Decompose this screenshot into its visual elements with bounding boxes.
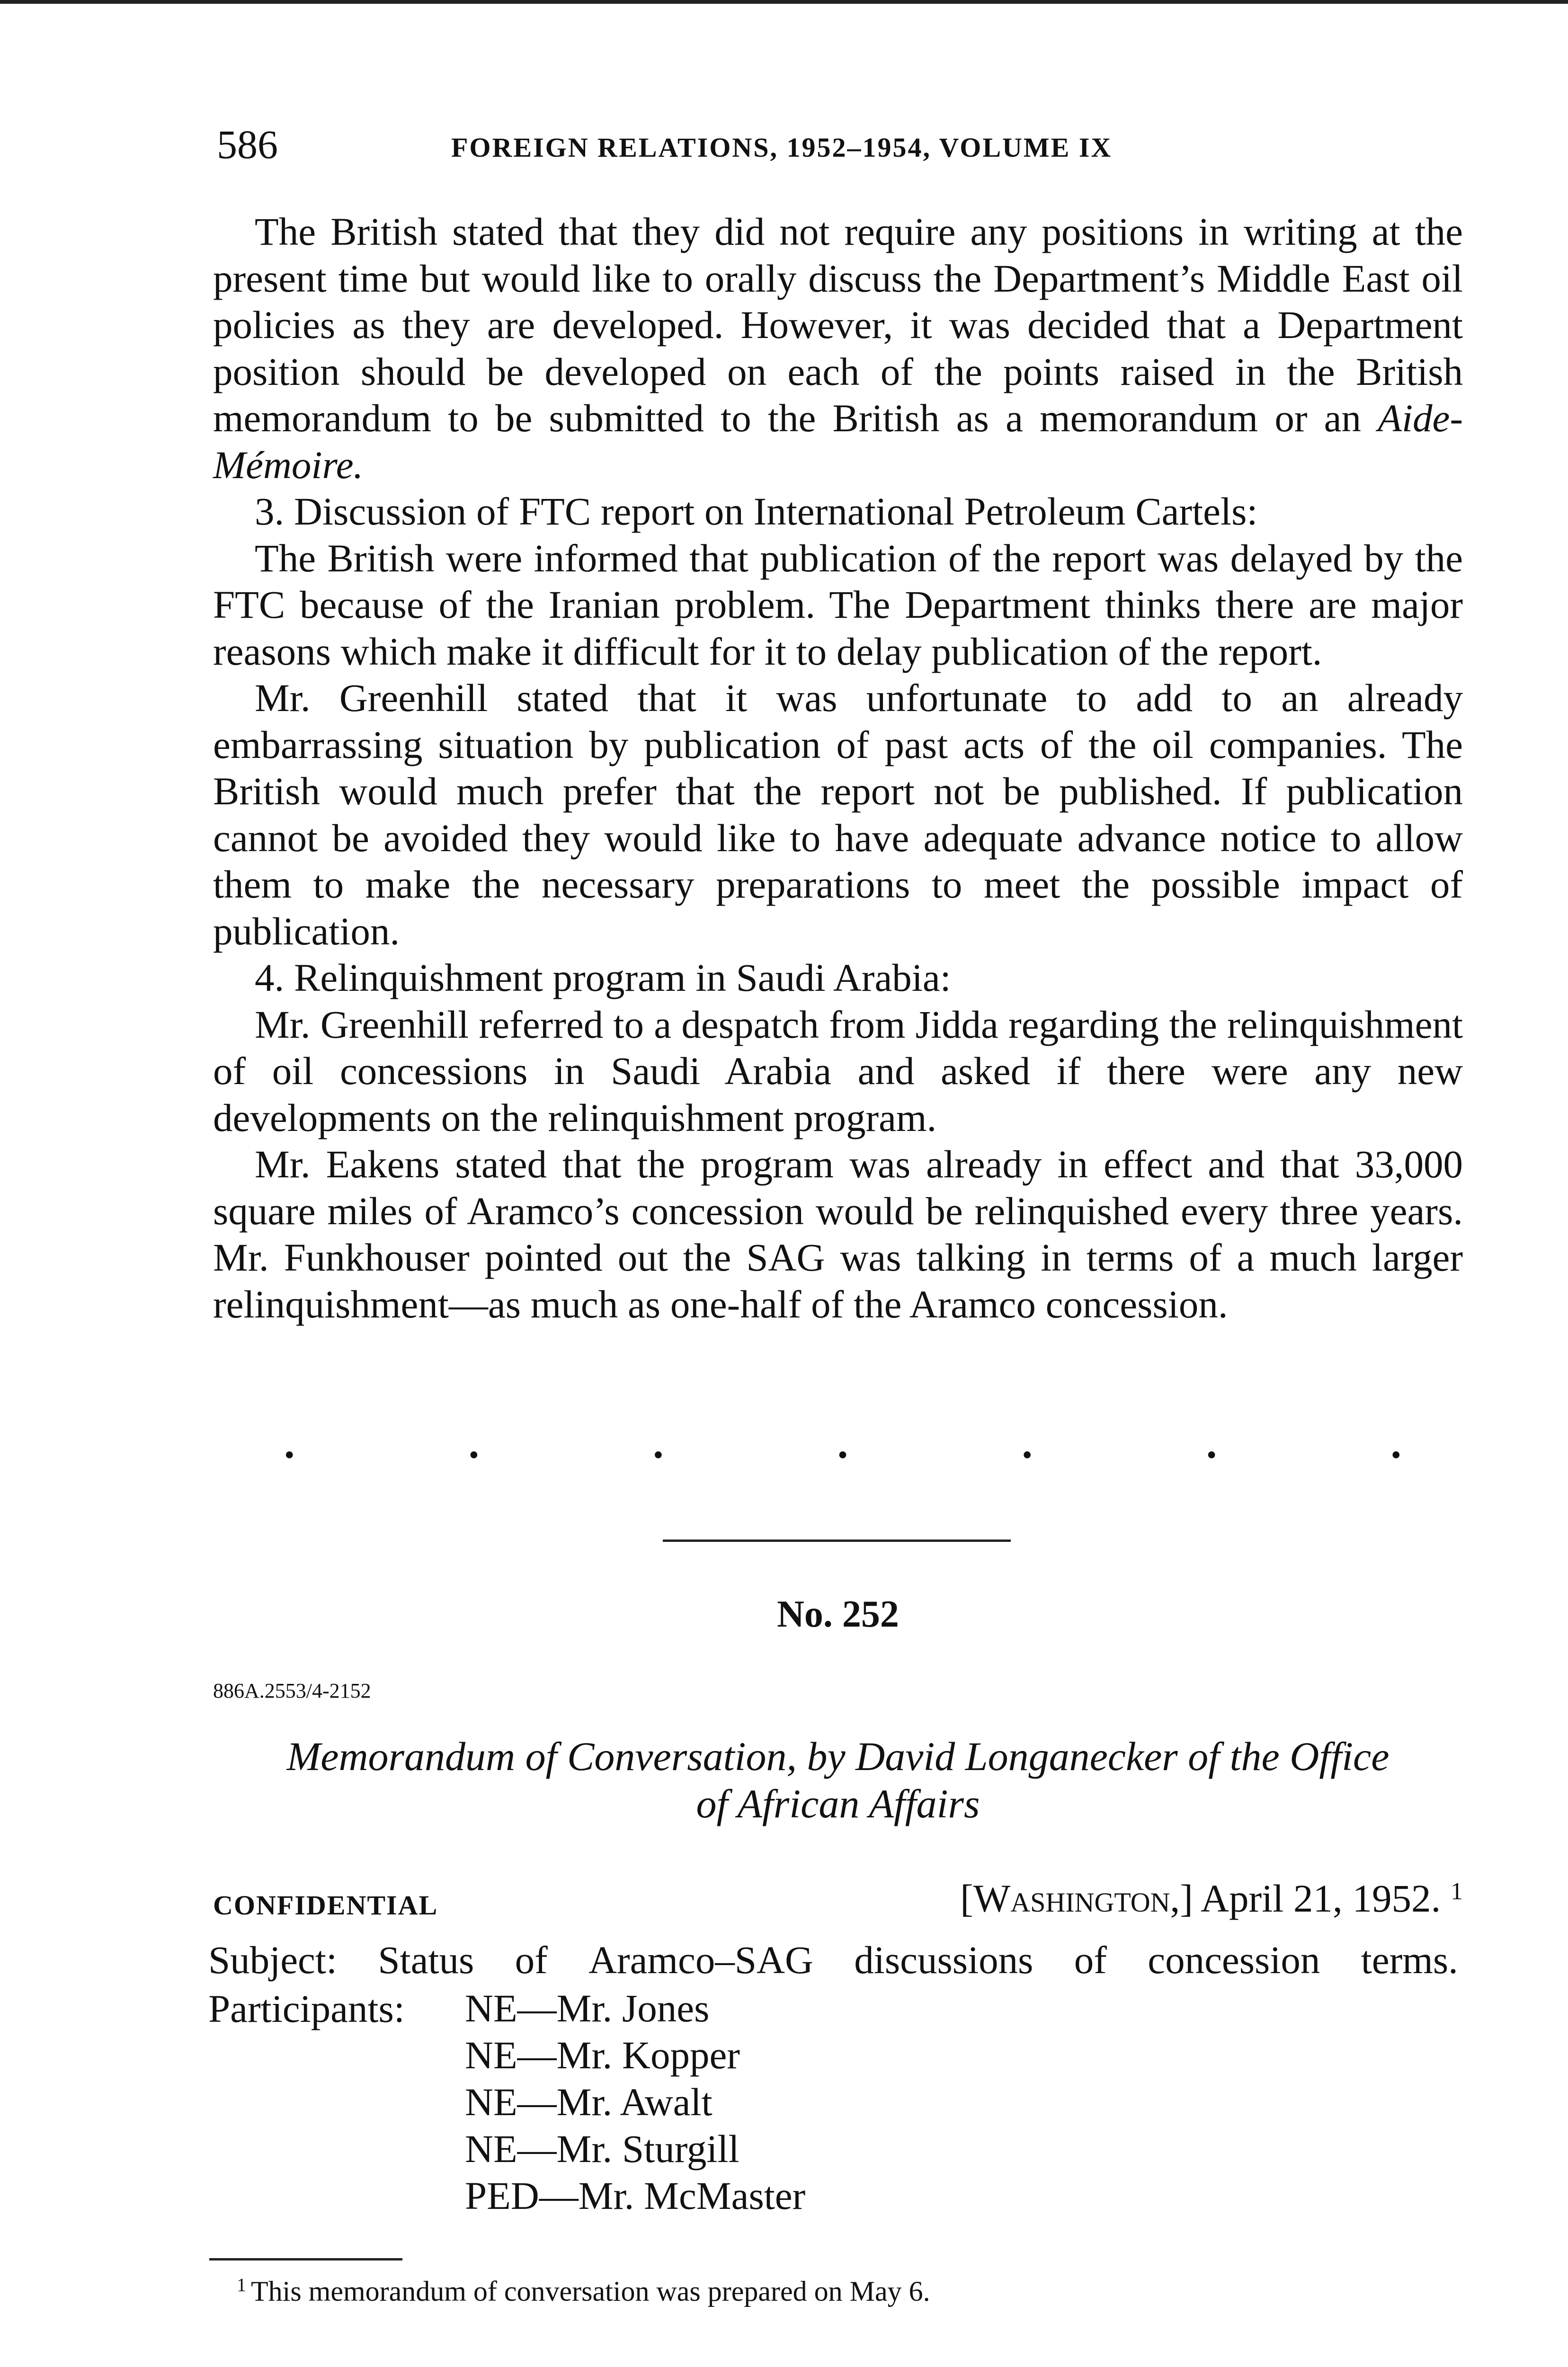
footnote-text: This memorandum of conversation was prepared on May 6.: [251, 2276, 930, 2307]
subject-word: terms.: [1361, 1938, 1458, 1982]
footnote-number: 1: [237, 2274, 246, 2296]
participants-label: Participants:: [208, 1987, 405, 2030]
body-text: [213, 208, 1463, 1327]
classification-label: CONFIDENTIAL: [213, 1890, 438, 1921]
item-3-heading: 3. Discussion of FTC report on International Petroleum Cartels:: [255, 489, 1258, 533]
ellipsis-dot: .: [1022, 1420, 1033, 1467]
paragraph-greenhill-jidda: Mr. Greenhill referred to a despatch from Jidda regarding the relinquishment of oil concessions in Saudi Arabia and asked if there were any new developments on the relinquishment program.: [213, 1002, 1463, 1139]
dateline: [Washington,] April 21, 1952. $^1$: [960, 1877, 1463, 1920]
aide-memoire-italic: Aide-Mémoire.: [213, 396, 1463, 487]
dateline-place: Washington: [973, 1877, 1170, 1920]
ellipsis-dot: .: [1390, 1420, 1401, 1467]
footnote-reference[interactable]: 1: [1451, 1878, 1463, 1905]
ellipsis-dot: .: [837, 1420, 848, 1467]
section-divider: [663, 1539, 1011, 1542]
participant-awalt: NE—Mr. Awalt: [465, 2080, 713, 2124]
item-4-heading: 4. Relinquishment program in Saudi Arabia:: [255, 956, 951, 999]
footnote-divider: [209, 2258, 402, 2260]
subject-word: Aramco–SAG: [588, 1938, 813, 1982]
running-head: [217, 121, 1467, 168]
subject-word: of: [1074, 1938, 1107, 1982]
footnote: [237, 2272, 930, 2310]
subject-label: Subject:: [208, 1938, 338, 1982]
participant-jones: NE—Mr. Jones: [465, 1986, 710, 2030]
participant-kopper: NE—Mr. Kopper: [465, 2033, 740, 2077]
document-title-line-1: Memorandum of Conversation, by David Longanecker of the Office: [286, 1734, 1390, 1779]
running-head-title: FOREIGN RELATIONS, 1952–1954, VOLUME IX: [451, 132, 1113, 163]
subject-line: [208, 1936, 1458, 1984]
ellipsis-dot: .: [1206, 1420, 1217, 1467]
participant-mcmaster: PED—Mr. McMaster: [465, 2174, 806, 2217]
file-reference: 886A.2553/4-2152: [213, 1679, 371, 1702]
paragraph-british-position: The British stated that they did not require any positions in writing at the present time but would like to orally discuss the Department’s Middle East oil policies as they are developed. However, it was decided that a Department position should be developed on each of the points raised in the British memorandum to be submitted to the British as a memorandum or an Aide-Mémoire.: [213, 210, 1463, 487]
ellipsis-dot: .: [468, 1420, 480, 1467]
subject-word: of: [515, 1938, 548, 1982]
document-number: No. 252: [777, 1593, 899, 1635]
subject-word: concession: [1148, 1938, 1320, 1982]
page-number: 586: [217, 122, 278, 167]
participants-list: [465, 1985, 805, 2219]
document-title: [199, 1733, 1477, 1827]
paragraph-greenhill-ftc: Mr. Greenhill stated that it was unfortunate to add to an already embarrassing situation by publication of past acts of the oil companies. The British would much prefer that the report not be published. If publication cannot be avoided they would like to have adequate advance notice to allow them to make the necessary preparations to meet the possible impact of publication.: [213, 676, 1463, 953]
subject-word: Status: [378, 1938, 474, 1982]
document-title-line-2: of African Affairs: [696, 1781, 980, 1826]
subject-word: discussions: [854, 1938, 1033, 1982]
omission-ellipsis: [284, 1420, 1401, 1467]
ellipsis-dot: .: [653, 1420, 664, 1467]
paragraph-ftc-report: The British were informed that publication of the report was delayed by the FTC because of the Iranian problem. The Department thinks there are major reasons which make it difficult for it to delay publication of the report.: [213, 536, 1463, 673]
top-edge-rule: [0, 0, 1568, 4]
ellipsis-dot: .: [284, 1420, 295, 1467]
participant-sturgill: NE—Mr. Sturgill: [465, 2127, 739, 2171]
paragraph-eakens-program: Mr. Eakens stated that the program was already in effect and that 33,000 square miles of Aramco’s concession would be relinquished every three years. Mr. Funkhouser pointed out the SAG was talking in terms of a much larger relinquishment—as much as one-half of the Aramco concession.: [213, 1142, 1463, 1326]
